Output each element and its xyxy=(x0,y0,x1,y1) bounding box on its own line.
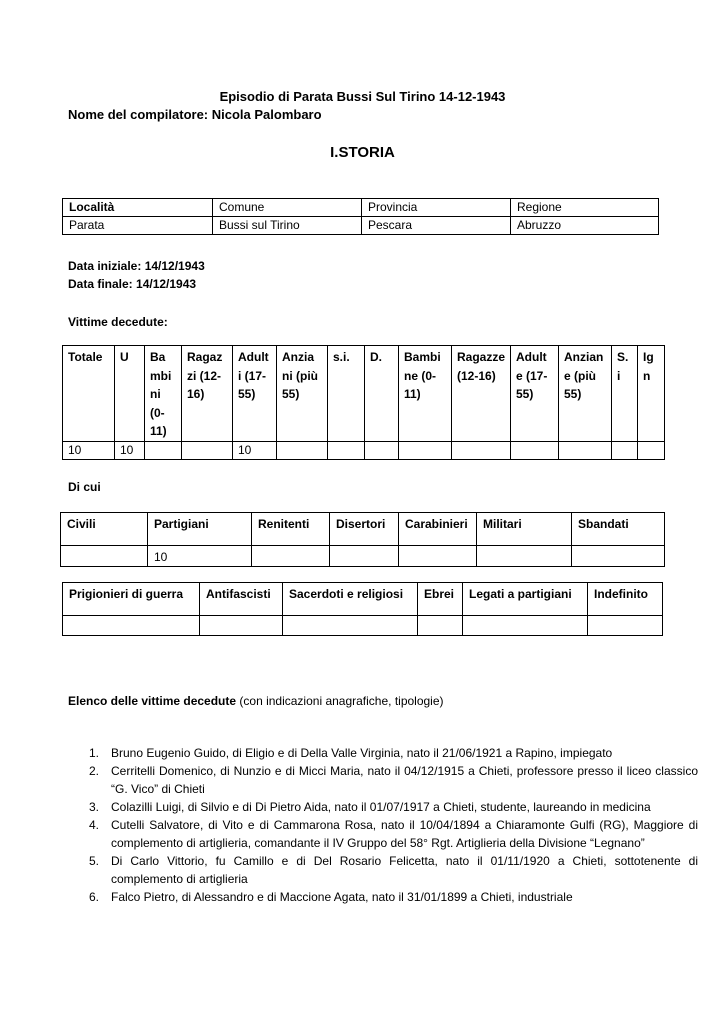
victims-header-cell: U xyxy=(115,346,145,442)
location-value-cell: Pescara xyxy=(362,217,511,235)
categories-value-cell xyxy=(330,546,399,567)
victims-value-cell xyxy=(365,441,399,459)
victims-header-cell: Totale xyxy=(63,346,115,442)
list-item-number: 4. xyxy=(89,818,100,832)
list-item-number: 1. xyxy=(89,746,100,760)
categories-header-cell: Civili xyxy=(61,513,148,546)
victims-label: Vittime decedute: xyxy=(68,315,168,329)
list-item-text: Di Carlo Vittorio, fu Camillo e di Del Rosario Felicetta, nato il 01/11/1920 a Chieti, sottotenente di complemento di artiglieria xyxy=(111,854,698,886)
victims-value-cell xyxy=(399,441,452,459)
victims-header-row xyxy=(63,346,665,442)
categories-value-cell xyxy=(572,546,665,567)
list-item-text: Falco Pietro, di Alessandro e di Maccione Agata, nato il 31/01/1899 a Chieti, industriale xyxy=(111,890,573,904)
location-header-cell: Provincia xyxy=(362,199,511,217)
location-value-row xyxy=(63,217,659,235)
victims-list-heading-normal: (con indicazioni anagrafiche, tipologie) xyxy=(236,694,444,708)
list-item xyxy=(89,744,698,762)
categories-value-cell xyxy=(463,616,588,636)
victims-header-cell: Anzian e (più 55) xyxy=(559,346,612,442)
location-header-cell: Comune xyxy=(213,199,362,217)
list-item xyxy=(89,888,698,906)
victims-value-cell: 10 xyxy=(63,441,115,459)
victims-list-heading xyxy=(68,692,444,710)
victims-table xyxy=(62,345,665,460)
list-item-text: Colazilli Luigi, di Silvio e di Di Pietro Aida, nato il 01/07/1917 a Chieti, studente, laureando in medicina xyxy=(111,800,651,814)
victims-list-heading-bold: Elenco delle vittime decedute xyxy=(68,694,237,708)
categories-header-cell: Partigiani xyxy=(148,513,252,546)
victims-value-cell xyxy=(612,441,638,459)
categories-value-cell: 10 xyxy=(148,546,252,567)
di-cui-label: Di cui xyxy=(68,480,101,494)
victims-value-cell xyxy=(277,441,328,459)
victims-header-cell: Ragaz zi (12- 16) xyxy=(182,346,233,442)
categories-header-row xyxy=(61,513,665,546)
victims-list xyxy=(70,744,698,906)
location-value-cell: Parata xyxy=(63,217,213,235)
location-value-cell: Bussi sul Tirino xyxy=(213,217,362,235)
victims-header-cell: D. xyxy=(365,346,399,442)
victims-header-cell: Bambi ne (0- 11) xyxy=(399,346,452,442)
victims-header-cell: Ragazze (12-16) xyxy=(452,346,511,442)
categories-table-1 xyxy=(60,512,665,567)
location-header-cell: Regione xyxy=(511,199,659,217)
categories-value-cell xyxy=(399,546,477,567)
categories-value-cell xyxy=(63,616,200,636)
victims-value-cell xyxy=(328,441,365,459)
list-item xyxy=(89,798,698,816)
victims-value-cell: 10 xyxy=(233,441,277,459)
categories-header-cell: Ebrei xyxy=(418,583,463,616)
categories-header-cell: Prigionieri di guerra xyxy=(63,583,200,616)
start-date: Data iniziale: 14/12/1943 xyxy=(68,259,205,273)
location-value-cell: Abruzzo xyxy=(511,217,659,235)
list-item xyxy=(89,762,698,798)
list-item xyxy=(89,816,698,852)
categories-header-cell: Legati a partigiani xyxy=(463,583,588,616)
victims-value-cell xyxy=(638,441,665,459)
victims-header-cell: S. i xyxy=(612,346,638,442)
categories-header-cell: Sbandati xyxy=(572,513,665,546)
list-item-text: Cutelli Salvatore, di Vito e di Cammarona Rosa, nato il 10/04/1894 a Chiaramonte Gulfi (RG), Maggiore di complemento di artiglieria, comandante il IV Gruppo del 58° Rgt. Artiglieria della Divisione “Legnano” xyxy=(111,818,698,850)
list-item-number: 6. xyxy=(89,890,100,904)
victims-value-row xyxy=(63,441,665,459)
victims-header-cell: s.i. xyxy=(328,346,365,442)
categories-header-cell: Disertori xyxy=(330,513,399,546)
categories-table-2 xyxy=(62,582,663,636)
categories-value-row xyxy=(63,616,663,636)
categories-header-cell: Militari xyxy=(477,513,572,546)
categories-header-row xyxy=(63,583,663,616)
compiler-name: Nome del compilatore: Nicola Palombaro xyxy=(68,107,322,122)
categories-value-cell xyxy=(283,616,418,636)
list-item-number: 2. xyxy=(89,764,100,778)
categories-header-cell: Indefinito xyxy=(588,583,663,616)
categories-value-cell xyxy=(418,616,463,636)
victims-header-cell: Anzia ni (più 55) xyxy=(277,346,328,442)
end-date: Data finale: 14/12/1943 xyxy=(68,277,197,291)
list-item-number: 3. xyxy=(89,800,100,814)
victims-header-cell: Ba mbi ni (0- 11) xyxy=(145,346,182,442)
victims-value-cell xyxy=(145,441,182,459)
victims-value-cell xyxy=(452,441,511,459)
victims-value-cell xyxy=(559,441,612,459)
victims-value-cell: 10 xyxy=(115,441,145,459)
episode-title: Episodio di Parata Bussi Sul Tirino 14-12-1943 xyxy=(219,89,506,104)
categories-value-cell xyxy=(477,546,572,567)
list-item xyxy=(89,852,698,888)
list-item-text: Cerritelli Domenico, di Nunzio e di Micci Maria, nato il 04/12/1915 a Chieti, professore presso il liceo classico “G. Vico” di Chieti xyxy=(111,764,698,796)
list-item-number: 5. xyxy=(89,854,100,868)
categories-value-cell xyxy=(61,546,148,567)
location-header-cell: Località xyxy=(63,199,213,217)
categories-value-cell xyxy=(588,616,663,636)
location-header-row xyxy=(63,199,659,217)
categories-header-cell: Carabinieri xyxy=(399,513,477,546)
list-item-text: Bruno Eugenio Guido, di Eligio e di Della Valle Virginia, nato il 21/06/1921 a Rapino, impiegato xyxy=(111,746,613,760)
categories-header-cell: Antifascisti xyxy=(200,583,283,616)
categories-header-cell: Sacerdoti e religiosi xyxy=(283,583,418,616)
victims-header-cell: Adult i (17- 55) xyxy=(233,346,277,442)
section-title: I.STORIA xyxy=(330,144,395,161)
victims-value-cell xyxy=(511,441,559,459)
victims-value-cell xyxy=(182,441,233,459)
categories-header-cell: Renitenti xyxy=(252,513,330,546)
categories-value-row xyxy=(61,546,665,567)
victims-header-cell: Adult e (17- 55) xyxy=(511,346,559,442)
categories-value-cell xyxy=(200,616,283,636)
location-table xyxy=(62,198,659,235)
categories-value-cell xyxy=(252,546,330,567)
victims-header-cell: Ig n xyxy=(638,346,665,442)
